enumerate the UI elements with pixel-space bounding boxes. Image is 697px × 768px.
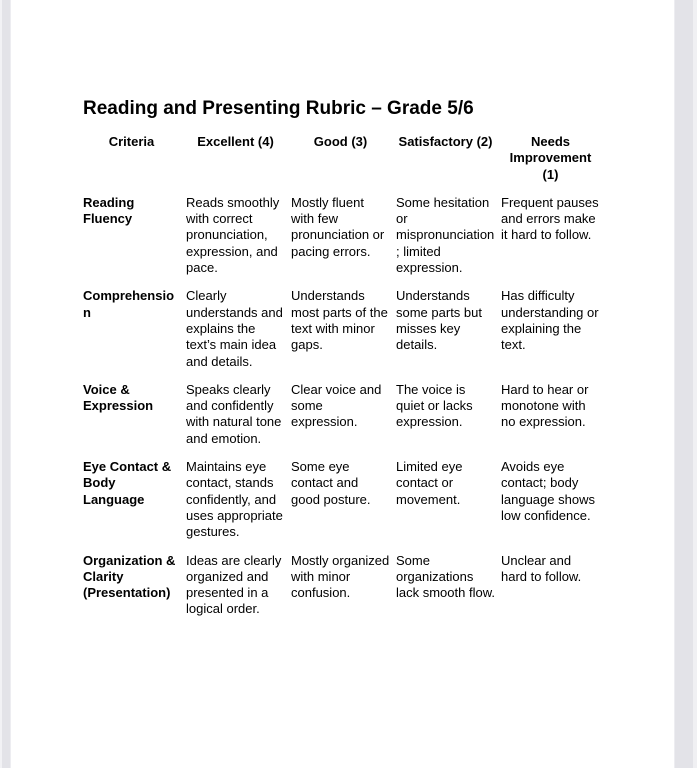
- cell-satisfactory: Some organizations lack smooth flow.: [396, 552, 495, 601]
- cell-criteria: Comprehension: [83, 288, 175, 320]
- cell-needs-improvement: Frequent pauses and errors make it hard to follow.: [501, 194, 599, 243]
- cell-satisfactory: Some hesitation or mispronunciation; limited expression.: [396, 194, 495, 276]
- cell-needs-improvement: Avoids eye contact; body language shows low confidence.: [501, 459, 595, 523]
- cell-needs-improvement: Has difficulty understanding or explaining the text.: [501, 288, 599, 353]
- cell-excellent: Reads smoothly with correct pronunciation, expression, and pace.: [186, 194, 280, 276]
- cell-criteria: Voice & Expression: [83, 381, 154, 414]
- header-excellent: Excellent (4): [197, 134, 274, 149]
- cell-satisfactory: Understands some parts but misses key details.: [396, 288, 482, 353]
- header-needs-improvement: Needs Improvement (1): [509, 134, 592, 182]
- cell-good: Mostly fluent with few pronunciation or pacing errors.: [291, 194, 385, 259]
- cell-needs-improvement: Hard to hear or monotone with no expression.: [501, 381, 589, 430]
- cell-excellent: Ideas are clearly organized and presented in a logical order.: [186, 552, 282, 617]
- cell-excellent: Speaks clearly and confidently with natural tone and emotion.: [186, 381, 282, 446]
- cell-needs-improvement: Unclear and hard to follow.: [501, 552, 582, 584]
- cell-criteria: Reading Fluency: [83, 194, 135, 227]
- cell-criteria: Eye Contact & Body Language: [83, 459, 172, 507]
- cell-good: Mostly organized with minor confusion.: [291, 552, 390, 601]
- cell-good: Some eye contact and good posture.: [291, 459, 371, 507]
- cell-satisfactory: The voice is quiet or lacks expression.: [396, 381, 473, 430]
- document-page: [11, 0, 674, 768]
- left-gutter: [0, 0, 11, 768]
- cell-satisfactory: Limited eye contact or movement.: [396, 459, 463, 507]
- cell-good: Clear voice and some expression.: [291, 381, 382, 430]
- right-gutter: [674, 0, 697, 768]
- page-content: [11, 0, 674, 618]
- cell-criteria: Organization & Clarity (Presentation): [83, 552, 176, 601]
- cell-excellent: Maintains eye contact, stands confidently, and uses appropriate gestures.: [186, 459, 283, 540]
- header-criteria: Criteria: [108, 134, 155, 149]
- cell-excellent: Clearly understands and explains the text’s main idea and details.: [186, 288, 283, 369]
- header-good: Good (3): [313, 134, 368, 149]
- header-satisfactory: Satisfactory (2): [398, 134, 493, 149]
- page-title: Reading and Presenting Rubric – Grade 5/6: [83, 98, 474, 119]
- cell-good: Understands most parts of the text with minor gaps.: [291, 288, 388, 353]
- rubric-table: [83, 134, 674, 618]
